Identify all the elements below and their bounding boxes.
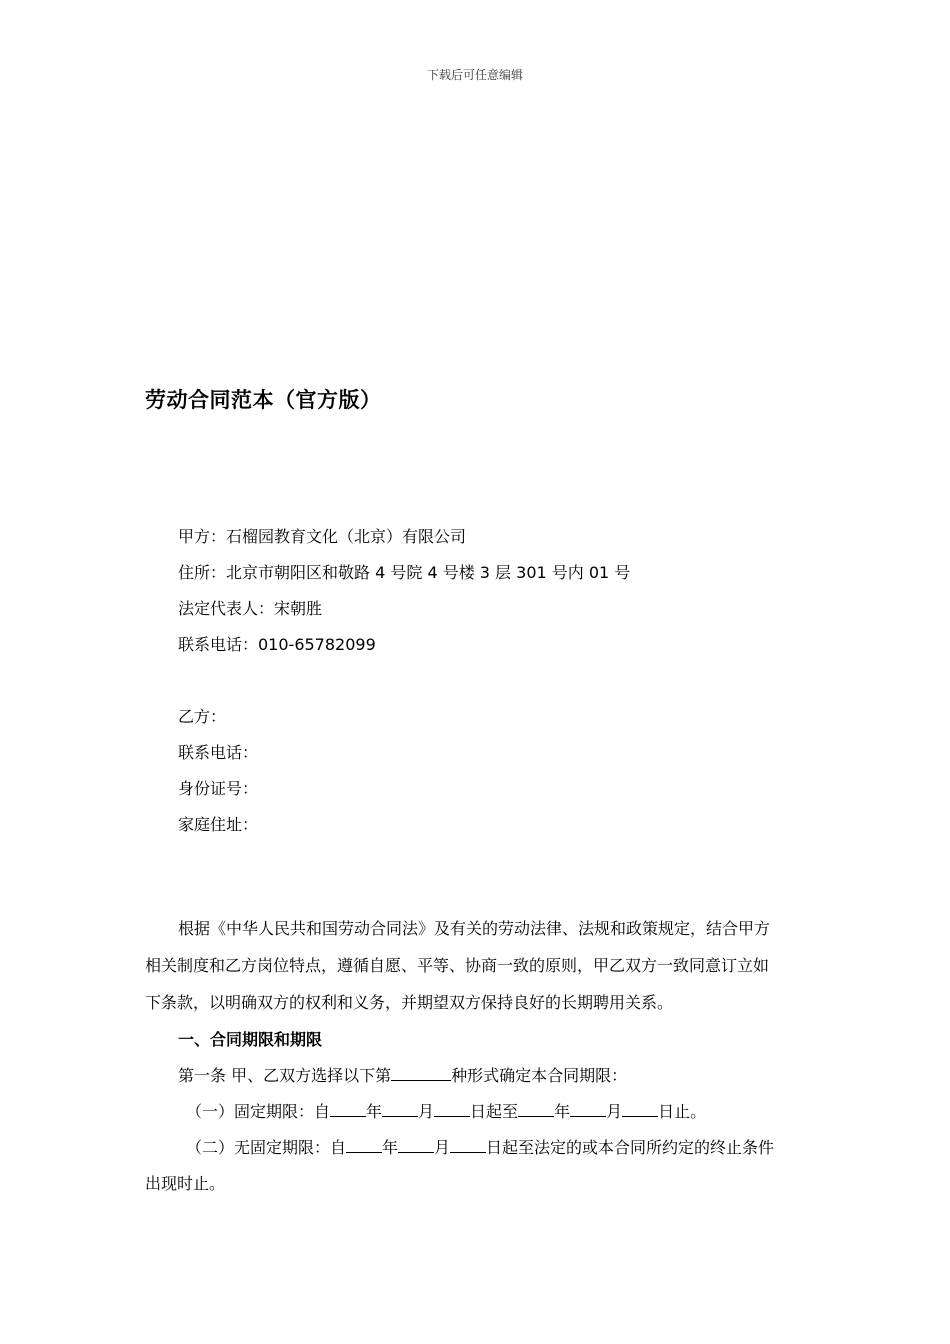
fixed-month2-label: 月 — [606, 1102, 623, 1121]
start-month-blank[interactable] — [382, 1102, 418, 1117]
article-1-pre: 第一条 甲、乙双方选择以下第 — [178, 1066, 392, 1085]
section-1-heading: 一、合同期限和期限 — [178, 1030, 323, 1049]
form-choice-blank[interactable] — [391, 1066, 451, 1081]
party-b-phone: 联系电话： — [178, 743, 259, 762]
party-b-address: 家庭住址： — [178, 815, 259, 834]
open-month-blank[interactable] — [398, 1138, 434, 1153]
open-term-rest: 日起至法定的或本合同所约定的终止条件 — [486, 1138, 775, 1157]
intro-line-3: 下条款，以明确双方的权利和义务，并期望双方保持良好的长期聘用关系。 — [145, 993, 674, 1012]
party-a-name: 甲方：石榴园教育文化（北京）有限公司 — [178, 527, 467, 546]
end-day-blank[interactable] — [622, 1102, 658, 1117]
start-day-blank[interactable] — [434, 1102, 470, 1117]
intro-line-2: 相关制度和乙方岗位特点，遵循自愿、平等、协商一致的原则，甲乙双方一致同意订立如 — [145, 956, 770, 975]
open-month-label: 月 — [434, 1138, 451, 1157]
fixed-end: 日止。 — [658, 1102, 707, 1121]
document-title: 劳动合同范本（官方版） — [145, 388, 382, 412]
fixed-year-label: 年 — [366, 1102, 383, 1121]
end-year-blank[interactable] — [518, 1102, 554, 1117]
end-month-blank[interactable] — [570, 1102, 606, 1117]
open-term-line-2: 出现时止。 — [145, 1174, 226, 1193]
party-b-id: 身份证号： — [178, 779, 259, 798]
start-year-blank[interactable] — [330, 1102, 366, 1117]
party-a-legal-rep: 法定代表人：宋朝胜 — [178, 599, 323, 618]
fixed-day-to: 日起至 — [470, 1102, 519, 1121]
fixed-term-prefix: （一）固定期限：自 — [186, 1102, 331, 1121]
party-a-phone: 联系电话：010-65782099 — [178, 635, 376, 654]
open-day-blank[interactable] — [450, 1138, 486, 1153]
header-note: 下载后可任意编辑 — [426, 68, 523, 82]
open-term-prefix: （二）无固定期限：自 — [186, 1138, 347, 1157]
open-term-line — [186, 1135, 774, 1158]
party-b-name: 乙方： — [178, 707, 227, 726]
party-a-address: 住所：北京市朝阳区和敬路 4 号院 4 号楼 3 层 301 号内 01 号 — [178, 563, 631, 582]
article-1-post: 种形式确定本合同期限： — [451, 1066, 628, 1085]
open-year-label: 年 — [382, 1138, 399, 1157]
open-year-blank[interactable] — [346, 1138, 382, 1153]
intro-line-1: 根据《中华人民共和国劳动合同法》及有关的劳动法律、法规和政策规定，结合甲方 — [178, 919, 771, 938]
fixed-term-line — [186, 1099, 706, 1122]
article-1 — [178, 1063, 627, 1086]
fixed-month-label: 月 — [418, 1102, 435, 1121]
fixed-year2-label: 年 — [554, 1102, 571, 1121]
